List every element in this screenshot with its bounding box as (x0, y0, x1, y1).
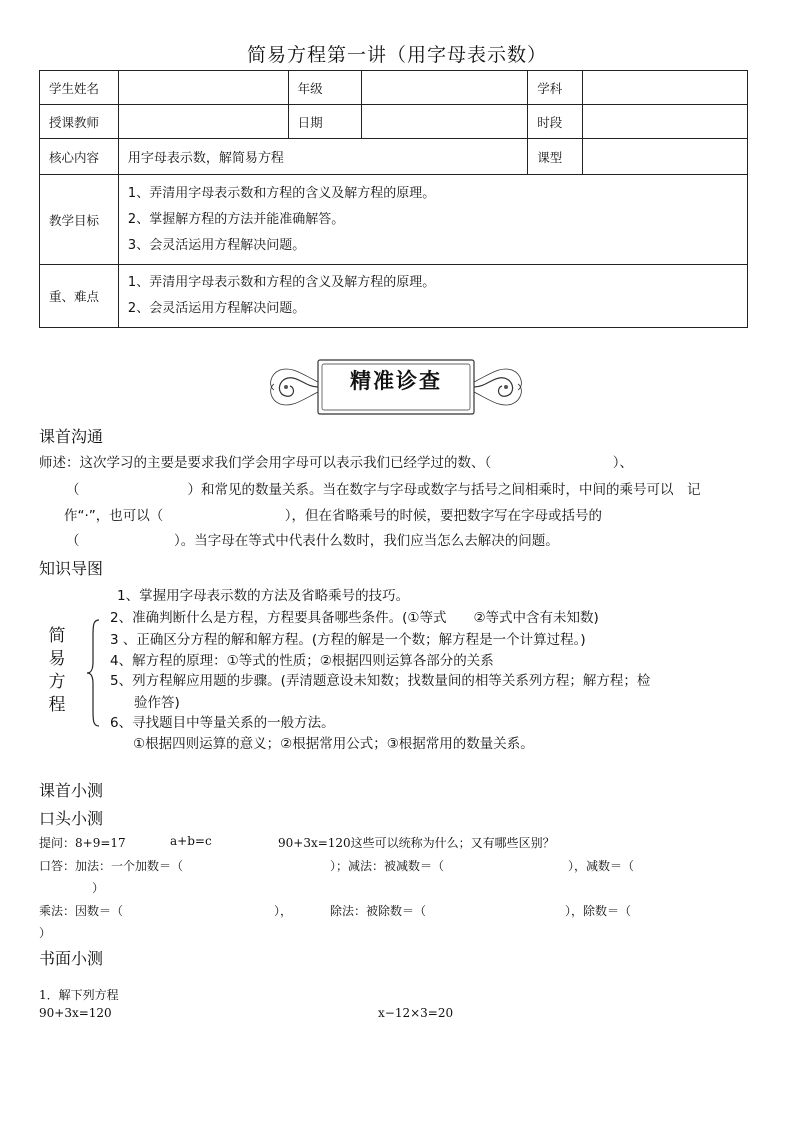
key-label: 重、难点 (40, 265, 119, 328)
core-value: 用字母表示数，解简易方程 (118, 139, 527, 175)
key-item: 1、弄清用字母表示数和方程的含义及解方程的原理。 (127, 275, 436, 290)
knowledge-map-heading: 知识导图 (39, 559, 104, 578)
teacher-value (118, 105, 288, 139)
intro-heading: 课首沟通 (39, 427, 104, 446)
knowledge-item: 3 、正确区分方程的解和解方程。(方程的解是一个数；解方程是一个计算过程。) (110, 632, 586, 648)
table-row (40, 139, 748, 175)
date-label: 日期 (288, 105, 361, 139)
intro-line: 师述：这次学习的主要是要求我们学会用字母可以表示我们已经学过的数、（ ）、 (39, 455, 633, 471)
period-value (583, 105, 748, 139)
knowledge-item: 6、寻找题目中等量关系的一般方法。 (110, 715, 335, 731)
key-item: 2、会灵活运用方程解决问题。 (127, 301, 306, 316)
info-table (39, 70, 748, 328)
knowledge-map-side-label: 简 易 方 程 (48, 626, 66, 715)
table-row (40, 71, 748, 105)
teacher-label: 授课教师 (40, 105, 119, 139)
student-name-label: 学生姓名 (40, 71, 119, 105)
answer-text: 口答：加法：一个加数＝（ (39, 859, 184, 873)
answer-text: ），除数＝（ (565, 904, 632, 918)
banner-title: 精准诊查 (350, 368, 442, 393)
written-quiz-heading: 书面小测 (39, 949, 104, 968)
date-value (361, 105, 528, 139)
subject-value (583, 71, 748, 105)
answer-text: ），减数＝（ (568, 859, 635, 873)
question-text: 90+3x=120这些可以统称为什么；又有哪些区别？ (278, 836, 555, 850)
task-title: 1．解下列方程 (39, 988, 119, 1002)
grade-label: 年级 (288, 71, 361, 105)
goal-item: 1、弄清用字母表示数和方程的含义及解方程的原理。 (127, 185, 436, 201)
oral-quiz-heading: 口头小测 (39, 809, 104, 828)
keys-cell (118, 265, 747, 328)
answer-text: ）， (274, 904, 293, 918)
answer-text: ） (39, 926, 52, 940)
page-title: 简易方程第一讲（用字母表示数） (246, 44, 547, 66)
intro-line: （ ）和常见的数量关系。当在数字与字母或数字与括号之间相乘时，中间的乘号可以 记 (66, 482, 701, 498)
question-text: 提问：8+9=17 (39, 836, 126, 850)
intro-line: 作“·”，也可以（ ），但在省略乘号的时候，要把数字写在字母或括号的 (64, 508, 603, 524)
type-label: 课型 (528, 139, 583, 175)
answer-text: ）；减法：被减数＝（ (330, 859, 445, 873)
intro-line: （ ）。当字母在等式中代表什么数时，我们应当怎么去解决的问题。 (66, 533, 559, 549)
knowledge-item: ①根据四则运算的意义；②根据常用公式；③根据常用的数量关系。 (133, 736, 534, 752)
answer-text: 除法：被除数＝（ (330, 904, 427, 918)
goals-cell (118, 175, 747, 265)
knowledge-item: 4、解方程的原理：①等式的性质；②根据四则运算各部分的关系 (110, 653, 494, 669)
equation-1: 90+3x=120 (39, 1006, 112, 1020)
goal-item: 2、掌握解方程的方法并能准确解答。 (127, 211, 345, 227)
answer-text: 乘法：因数＝（ (39, 904, 124, 918)
brace-icon (86, 618, 102, 728)
question-text: a+b=c (170, 834, 212, 848)
goal-item: 3、会灵活运用方程解决问题。 (127, 237, 306, 253)
knowledge-item: 验作答) (134, 695, 180, 711)
equation-2: x−12×3=20 (378, 1006, 454, 1020)
table-row (40, 105, 748, 139)
goals-label: 教学目标 (40, 175, 119, 265)
core-label: 核心内容 (40, 139, 119, 175)
type-value (583, 139, 748, 175)
table-row (40, 265, 748, 328)
period-label: 时段 (528, 105, 583, 139)
knowledge-item: 1、掌握用字母表示数的方法及省略乘号的技巧。 (117, 588, 410, 604)
subject-label: 学科 (528, 71, 583, 105)
quiz-heading: 课首小测 (39, 781, 104, 800)
table-row (40, 175, 748, 265)
knowledge-item: 2、准确判断什么是方程，方程要具备哪些条件。(①等式 ②等式中含有未知数) (110, 610, 599, 626)
grade-value (361, 71, 528, 105)
answer-text: ） (92, 881, 105, 895)
knowledge-item: 5、列方程解应用题的步骤。(弄清题意设未知数；找数量间的相等关系列方程；解方程；检 (110, 673, 651, 689)
student-name-value (118, 71, 288, 105)
